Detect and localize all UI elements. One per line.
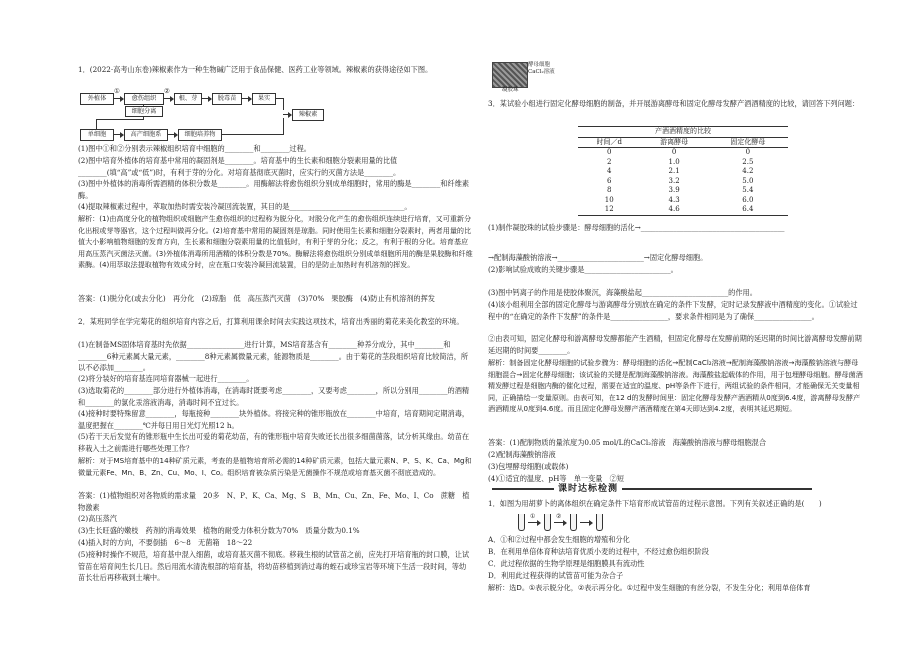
table-cell: 3.9 — [668, 186, 680, 194]
label-process-1: ① — [114, 87, 120, 95]
table-cell: 1.0 — [668, 157, 680, 166]
table-cell: 5.0 — [742, 176, 754, 185]
box-fruit: 果实 — [252, 93, 276, 105]
arrow — [580, 522, 592, 523]
question-3-part-3: (3)图中钙离子的作用是使胶体聚沉，海藻酸盐起________________________的作用。 — [488, 288, 757, 297]
arrow — [167, 134, 177, 135]
test-tube — [596, 514, 603, 531]
table-cell: 2.1 — [668, 167, 680, 175]
table-row — [578, 158, 788, 168]
question-2-answer-2: (2)高压蒸汽 — [78, 514, 117, 523]
table-row — [578, 205, 788, 215]
section-banner-title: 课时达标检测 — [558, 484, 619, 494]
test-tube — [570, 514, 577, 531]
arrow — [113, 98, 123, 99]
question-1-part-3: (3)图中外植体的消毒所需酒精的体积分数是________。用酶解法将愈伤组织分别成单细胞时，常用的酶是________和纤维素酶。 — [78, 179, 470, 200]
table-header: 固定化酵母 — [708, 137, 788, 148]
table-row — [578, 196, 788, 206]
table-cell: 4.2 — [742, 167, 754, 175]
question-3-part-4b: ②由表可知，固定化酵母和游离酵母发酵都能产生酒精，但固定化酵母在发酵前期的延迟期的时间比游离酵母发酵前期延迟期的时间要________。 — [488, 334, 862, 355]
option-a: A．①和②过程中都会发生细胞的增殖和分化 — [488, 535, 630, 544]
table-cell: 6 — [607, 176, 612, 185]
question-2-part-3: (3)选取菊花的________部分进行外植体消毒，在消毒时既要考虑________，又要考虑________，所以分别用________的酒精和________的氯化汞溶液消毒，消毒时间不宜过长。 — [78, 386, 470, 407]
question-3-part-1: (1)制作凝胶珠的试验步骤是：酵母细胞的活化→________________________________________ — [488, 223, 785, 232]
table-cell: 2 — [607, 157, 612, 166]
table-cell: 6.0 — [742, 195, 754, 204]
question-1-analysis: 解析：(1)由高度分化的植物组织或细胞产生愈伤组织的过程称为脱分化，对脱分化产生的愈伤组织连续进行培育，又可重新分化出根或芽等器官，这个过程叫做再分化。(2)培育基中常用的凝固剂是琼脂。同时使用生长素和细胞分裂素时，两者用量的比值大小影响植物细胞的发育方向，生长素和细胞分裂素用量的比值低时，有利于芽的分化；反之，有利于根的分化。培育基应用高压蒸汽灭菌法灭菌。(3)外植体消毒所用酒精的体积分数是70%。酶解法将愈伤组织分别成单细胞所用的酶是果胶酶和纤维素酶。(4)用萃取法提取植物有效成分时，应在瓶口安装冷凝回流装置，目的是防止加热时有机溶剂的挥发。 — [78, 214, 473, 269]
box-root-bud: 根、芽 — [174, 93, 202, 105]
arrow — [241, 98, 251, 99]
table-row — [578, 177, 788, 187]
table-cell: 0 — [745, 148, 751, 156]
question-2-part-4: (4)接种时要特殊留意________，每瓶接种________块外植体。将接完种的锥形瓶放在________中培育，培育期间定期消毒，温度把握在________℃并每日用日光灯光照12 h。 — [78, 409, 470, 430]
question-2-answer-4: (4)插入时的方向，不要倒插 6～8 无菌箱 18～22 — [78, 538, 253, 547]
table-cell: 3.2 — [668, 176, 680, 185]
table-row — [578, 167, 788, 177]
question-2-analysis: 解析：对于MS培育基中的14种矿质元素，考查的是植物培育所必需的14种矿质元素，包括大量元素N、P、S、K、Ca、Mg和微量元素Fe、Mn、B、Zn、Cu、Mo、I、Co。组织培育被杂质污染是无菌操作不规范或培育基灭菌不彻底造成的。 — [78, 456, 472, 477]
question-1-part-4: (4)提取辣椒素过程中，萃取加热时需安装冷凝回流装置，其目的是________________________________。 — [78, 202, 412, 211]
question-2-part-2: (2)将分装好的培育基连同培育器械一起进行________。 — [78, 374, 254, 383]
table-cell: 5.4 — [742, 186, 754, 194]
image-label: 酵母细胞 — [528, 62, 551, 68]
question-2-answer-3: (3)生长旺盛的嫩枝 药剂的消毒效果 植物的耐受力体积分数为70% 质量分数为0.1% — [78, 526, 360, 535]
label-process-2: ② — [164, 87, 170, 95]
question-3-answer-1: 答案：(1)配制物质的量浓度为0.05 mol/L的CaCl₂溶液 海藻酸钠溶液与酵母细胞混合 — [488, 438, 767, 447]
table-cell: 10 — [604, 195, 614, 204]
table-caption: 产酒酒精度的比较 — [578, 127, 788, 138]
question-3-answer-2: (2)配制海藻酸钠溶液 — [488, 450, 556, 459]
question-1-part-2: (2)图中培育外植体的培育基中常用的凝固剂是________。培育基中的生长素和细胞分裂素用量的比值________(填“高”或“低”)时，有利于芽的分化。对培育基彻底灭菌时，应实行的灭菌方法是________。 — [78, 156, 401, 177]
question-2-part-1: (1)在制备MS固体培育基时先依据________________进行计算，MS培育基含有________种养分成分，其中________和________6种元素属大量元素，________8种元素属微量元素，能源物质是________。由于菊花的茎段组织培育比较简洁，所以不必添加________。 — [78, 340, 469, 372]
arrow — [163, 98, 173, 99]
question-1-part-1: (1)图中①和②分别表示辣椒组织培育中细胞的________和________过程。 — [78, 144, 311, 153]
test-tube — [518, 514, 525, 531]
option-c: C．此过程依据的生物学原理是细胞膜具有流动性 — [488, 559, 645, 568]
section-banner — [488, 484, 816, 496]
question-3-analysis: 解析：制备固定化酵母细胞的试验步骤为：酵母细胞的活化→配制CaCl₂溶液→配制海藻酸钠溶液→海藻酸钠溶液与酵母细胞混合→固定化酵母细胞；该试验的关键是配制海藻酸钠溶液。海藻酸盐起载体的作用，用于包埋酵母细胞。酵母菌酒精发酵过程是细胞内酶的催化过程，需要在适宜的温度、pH等条件下进行，两组试验的条件相同，才能确保无关变量相同，正确描绘一变量原则。由表可知，在12 d的发酵时间里：固定化酵母发酵产酒酒精从0度到6.4度，游离酵母发酵产酒酒精度从0度到4.6度。而且固定化酵母发酵产酒酒精度在第4天即达到4.2度，表明其延迟期短。 — [488, 358, 863, 413]
question-4-intro: 1．如图为用胡萝卜的离体组织在确定条件下培育形成试管苗的过程示意图。下列有关叙述正确的是( ) — [488, 499, 822, 508]
box-callus: 愈伤组织 — [124, 93, 164, 105]
question-3-answer-4: (4)①适宜的温度、pH等 单一变量 ②短 — [488, 474, 625, 483]
question-1-intro: 1．(2022·高考山东卷)辣椒素作为一种生物碱广泛用于食品保健、医药工业等领域。辣椒素的获得途径如下图。 — [78, 65, 433, 74]
option-b: B．在利用单倍体育种法培育优质小麦的过程中，不经过愈伤组织阶段 — [488, 547, 709, 556]
question-3-answer-3: (3)包埋酵母细胞(或载体) — [488, 462, 569, 471]
table-cell: 8 — [607, 186, 612, 194]
figure-label: ② — [556, 513, 562, 520]
image-label: CaCl₂溶液 — [528, 69, 555, 75]
box-explant: 外植体 — [80, 93, 114, 105]
figure-label: ① — [530, 513, 536, 520]
question-3-part-4: (4)该小组利用全部的固定化酵母与游离酵母分别放在确定的条件下发酵，定时记录发酵液中酒精度的变化。①试验过程中的“在确定的条件下发酵”的条件是________________，要求条件相同是为了确保________________。 — [488, 300, 858, 321]
alcohol-comparison-table — [578, 126, 788, 216]
table-cell: 4.6 — [641, 205, 708, 215]
table-row — [578, 186, 788, 196]
table-cell: 4.3 — [668, 195, 680, 204]
table-cell: 4 — [607, 167, 612, 175]
table-cell: 0 — [671, 148, 677, 156]
question-4-analysis: 解析：选D。①表示脱分化，②表示再分化。①过程中发生细胞的有丝分裂，不发生分化；利用单倍体育 — [488, 583, 811, 592]
question-2-intro: 2．某班同学在学完菊花的组织培育内容之后，打算利用课余时间去实践这项技术，培育出秀丽的菊花来美化教室的环境。 — [78, 317, 464, 326]
table-header: 时间／d — [578, 137, 641, 148]
question-3-part-1b: →配制海藻酸钠溶液→________________________→固定化酵母细胞。 — [488, 253, 708, 262]
table-cell: 6.4 — [708, 205, 788, 215]
question-2-answer-5: (5)接种时操作不规范，培育基中混入细菌，或培育基灭菌不彻底。移栽生根的试管苗之前，应先打开培育瓶的封口膜，让试管苗在培育间生长几日。然后用流水清洗根部的培育基，将幼苗移植到消过毒的蛭石或珍宝岩等环境下生活一段时间，等幼苗长壮后再移栽到土壤中。 — [78, 550, 470, 582]
option-d: D．利用此过程获得的试管苗可能为杂合子 — [488, 571, 624, 580]
table-row — [578, 148, 788, 158]
question-3-part-2: (2)影响试验成败的关键步骤是________________________。 — [488, 265, 678, 274]
table-cell: 0 — [607, 148, 612, 156]
question-3-intro: 3．某试验小组进行固定化酵母细胞的制备，并开展游离酵母和固定化酵母发酵产酒酒精度的比较，请回答下列问题： — [488, 99, 860, 108]
box-cell-culture: 细胞培养物 — [178, 129, 222, 141]
table-header: 游离酵母 — [641, 137, 708, 148]
arrow — [283, 114, 291, 115]
question-2-answer-1: 答案：(1)植物组织对各物质的需求量 20多 N、P、K、Ca、Mg、S B、Mn、Cu、Zn、Fe、Mo、I、Co 蔗糖 植物激素 — [78, 491, 470, 512]
box-capsaicin: 辣椒素 — [292, 109, 324, 121]
table-cell: 2.5 — [742, 157, 754, 166]
question-2-part-5: (5)若干天后发觉有的锥形瓶中生长出可爱的菊花幼苗，有的锥形瓶中培育失败还长出很多细菌菌落，试分析其缘由。幼苗在移栽入土之前需进行哪些处理工作？ — [78, 432, 470, 453]
arrow — [113, 134, 123, 135]
box-single-cell: 单细胞 — [80, 129, 114, 141]
box-plantlet: 脱毒苗 — [212, 93, 242, 105]
box-cell-separation: 细胞分离 — [125, 106, 163, 117]
gel-bead-apparatus-image — [492, 62, 528, 88]
arrow — [201, 98, 211, 99]
box-high-yield-cell-line: 高产细胞系 — [124, 129, 168, 141]
test-tube — [544, 514, 551, 531]
question-1-answer: 答案：(1)脱分化(或去分化) 再分化 (2)琼脂 低 高压蒸汽灭菌 (3)70% 果胶酶 (4)防止有机溶剂的挥发 — [78, 294, 435, 303]
table-cell: 12 — [578, 205, 641, 215]
image-label: 凝胶珠 — [502, 87, 519, 93]
